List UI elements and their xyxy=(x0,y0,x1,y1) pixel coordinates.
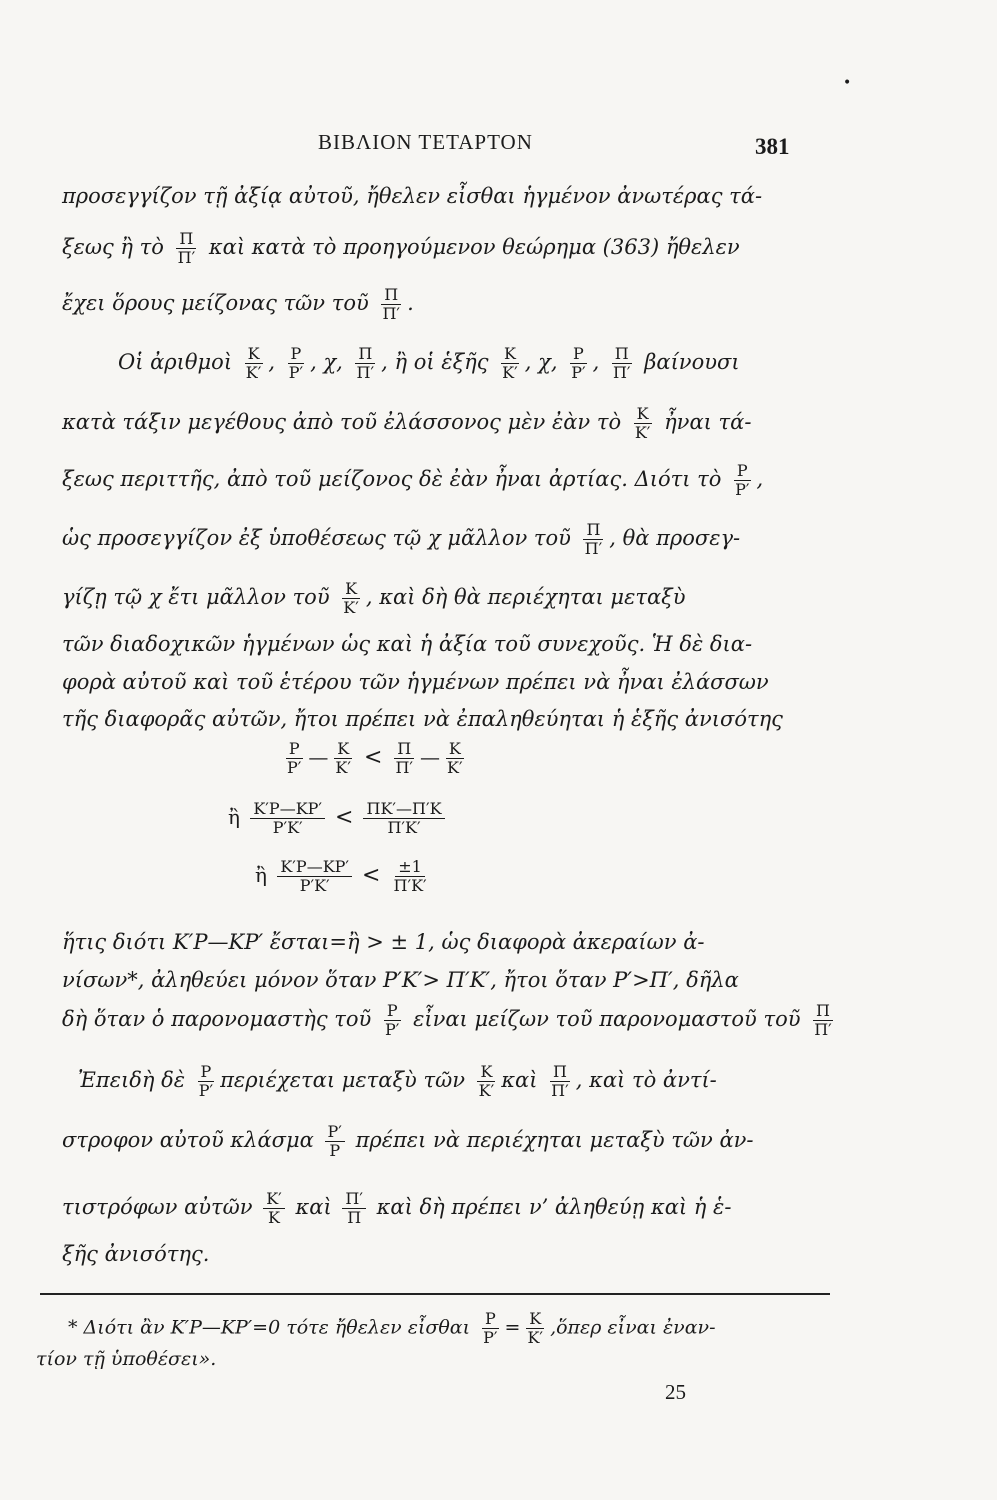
denominator: Ρ′ xyxy=(288,363,304,382)
fraction-p-over-p-prime xyxy=(284,740,304,777)
denominator: Π′ xyxy=(395,758,414,777)
numerator: Κ xyxy=(446,740,464,759)
numerator: Ρ xyxy=(286,740,303,759)
fraction-pi-over-pi-prime xyxy=(392,740,416,777)
text-line-13: νίσων*, ἀληθεύει μόνον ὅταν Ρ′Κ′> Π′Κ′, ἤτοι ὅταν Ρ′>Π′, δῆλα xyxy=(62,968,739,992)
text-line-10: φορὰ αὐτοῦ καὶ τοῦ ἑτέρου τῶν ἡγμένων πρέπει νὰ ἦναι ἐλάσσων xyxy=(62,670,769,694)
fraction-k-over-k-prime xyxy=(524,1310,546,1347)
equals-sign: = xyxy=(504,1316,521,1339)
numerator: ΠΚ′—Π′Κ xyxy=(363,800,444,819)
denominator: Ρ′Κ′ xyxy=(299,876,330,895)
fraction-p-over-p-prime xyxy=(196,1063,216,1100)
numerator: Κ xyxy=(342,580,360,599)
text-line-11: τῆς διαφορᾶς αὐτῶν, ἤτοι πρέπει νὰ ἐπαληθεύηται ἡ ἑξῆς ἀνισότης xyxy=(62,707,783,731)
text-span: εἶναι μείζων τοῦ παρονομαστοῦ τοῦ xyxy=(413,1007,801,1031)
denominator: Κ′ xyxy=(447,758,463,777)
numerator: Π xyxy=(813,1002,833,1021)
numerator: Ρ xyxy=(384,1002,401,1021)
denominator: Ρ′ xyxy=(198,1081,214,1100)
text-span: ,ὅπερ εἶναι ἐναν- xyxy=(550,1316,716,1339)
denominator: Ρ′ xyxy=(287,758,302,777)
denominator: Κ′ xyxy=(478,1081,495,1100)
fraction-k-prime-over-k xyxy=(263,1190,285,1227)
numerator: Π xyxy=(550,1063,570,1082)
numerator: Κ xyxy=(334,740,352,759)
fraction-p-over-p-prime xyxy=(480,1310,500,1347)
text-span: * Διότι ἂν Κ′Ρ—ΚΡ′=0 τότε ἤθελεν εἶσθαι xyxy=(68,1316,471,1339)
minus-sign: — xyxy=(420,745,441,769)
denominator: Π xyxy=(347,1208,362,1227)
text-span: ἔχει ὅρους μείζονας τῶν τοῦ xyxy=(62,291,369,315)
denominator: Π′ xyxy=(612,363,631,382)
numerator: Π xyxy=(612,345,632,364)
denominator: Π′ xyxy=(814,1020,832,1039)
less-than-sign: < xyxy=(362,863,381,888)
text-span: κατὰ τάξιν μεγέθους ἀπὸ τοῦ ἐλάσσονος μὲν ἐὰν τὸ xyxy=(62,410,622,434)
fraction-p-over-p-prime xyxy=(732,462,752,499)
numerator: Κ′ xyxy=(263,1190,285,1209)
denominator: Κ′ xyxy=(502,363,518,382)
fraction-expression xyxy=(277,858,352,895)
text-line-2 xyxy=(62,230,740,267)
text-span: ὡς προσεγγίζον ἐξ ὑποθέσεως τῷ χ μᾶλλον τοῦ xyxy=(62,526,571,550)
fraction-pi-over-pi-prime xyxy=(811,1002,835,1039)
denominator: Κ′ xyxy=(527,1328,544,1347)
fraction-p-over-p-prime xyxy=(382,1002,402,1039)
text-span: καὶ κατὰ τὸ προηγούμενον θεώρημα (363) ἤθελεν xyxy=(208,235,740,259)
denominator: Π′ xyxy=(584,539,603,558)
text-line-7 xyxy=(62,521,740,558)
footnote-divider xyxy=(40,1293,830,1295)
fraction-expression xyxy=(363,800,444,837)
fraction-p-over-p-prime xyxy=(568,345,588,382)
numerator: Ρ′ xyxy=(325,1123,345,1142)
fraction-p-over-p-prime xyxy=(286,345,306,382)
signature-mark: 25 xyxy=(665,1380,686,1404)
inequality-3 xyxy=(255,858,434,895)
text-span: , θὰ προσεγ- xyxy=(609,526,741,550)
denominator: Π′ xyxy=(382,304,401,323)
denominator: Ρ′ xyxy=(385,1020,400,1039)
numerator: Κ xyxy=(526,1310,544,1329)
fraction-k-over-k-prime xyxy=(632,405,654,442)
numerator: Κ xyxy=(477,1063,495,1082)
numerator: Π xyxy=(583,521,603,540)
denominator: Κ′ xyxy=(343,598,359,617)
numerator: Κ xyxy=(501,345,519,364)
fraction-k-over-k-prime xyxy=(332,740,354,777)
text-span: πρέπει νὰ περιέχηται μεταξὺ τῶν ἀν- xyxy=(355,1128,754,1152)
footnote-line-1 xyxy=(68,1310,716,1347)
text-span: , καὶ τὸ ἀντί- xyxy=(575,1068,717,1092)
text-span: καὶ xyxy=(295,1195,332,1219)
numerator: Ρ xyxy=(288,345,305,364)
text-span: , χ, xyxy=(524,350,565,374)
text-span: καὶ xyxy=(501,1068,538,1092)
text-line-15 xyxy=(78,1063,717,1100)
denominator: Π′Κ′ xyxy=(387,818,421,837)
numerator: ±1 xyxy=(395,858,425,877)
numerator: Ρ xyxy=(734,462,751,481)
text-span: Οἱ ἀριθμοὶ xyxy=(118,350,233,374)
numerator: Π xyxy=(355,345,375,364)
numerator: Κ′Ρ—ΚΡ′ xyxy=(277,858,352,877)
running-header: ΒΙΒΛΙΟΝ ΤΕΤΑΡΤΟΝ xyxy=(318,130,533,154)
numerator: Π xyxy=(381,286,401,305)
denominator: Κ′ xyxy=(634,423,651,442)
fraction-k-over-k-prime xyxy=(499,345,521,382)
text-line-4: Οἱ ἀριθμοὶ $\frac{K}{K'}$ , $\frac{P}{P'}$ , χ, $\frac{\Pi}{\Pi'}$ , ἢ οἱ ἑξῆς $\frac{K}{K'}$ , χ, $\frac{P}{P'}$ , $\frac{\Pi}{\Pi'}$ βαίνουσι xyxy=(118,344,740,382)
text-line-16 xyxy=(62,1123,754,1160)
denominator: Π′ xyxy=(177,248,196,267)
fraction-pi-over-pi-prime xyxy=(175,230,199,267)
text-span: γίζῃ τῷ χ ἔτι μᾶλλον τοῦ xyxy=(62,585,330,609)
numerator: Κ′Ρ—ΚΡ′ xyxy=(250,800,325,819)
text-span: , καὶ δὴ θὰ περιέχηται μεταξὺ xyxy=(365,585,686,609)
text-line-12: ἥτις διότι Κ′Ρ—ΚΡ′ ἔσται=ἢ > ± 1, ὡς διαφορὰ ἀκεραίων ἀ- xyxy=(62,930,705,954)
denominator: Ρ′ xyxy=(571,363,586,382)
denominator: Π′ xyxy=(551,1081,569,1100)
fraction-pi-over-pi-prime xyxy=(582,521,606,558)
numerator: Π′ xyxy=(342,1190,366,1209)
text-line-18: ξῆς ἀνισότης. xyxy=(62,1242,210,1266)
text-line-8 xyxy=(62,580,685,617)
denominator: Ρ′ xyxy=(483,1328,498,1347)
stray-mark: • xyxy=(843,75,852,91)
denominator: Ρ xyxy=(329,1141,341,1160)
fraction-pi-over-pi-prime xyxy=(548,1063,572,1100)
text-span: δὴ ὅταν ὁ παρονομαστὴς τοῦ xyxy=(62,1007,372,1031)
text-line-6: ξεως περιττῆς, ἀπὸ τοῦ μείζονος δὲ ἐὰν ἦναι ἀρτίας. Διότι τὸ $\frac{P}{P'}$ , xyxy=(62,461,764,499)
denominator: Κ xyxy=(268,1208,280,1227)
text-line-3: ἔχει ὅρους μείζονας τῶν τοῦ $\frac{\Pi}{\Pi'}$ . xyxy=(62,285,414,323)
text-span: ἦναι τά- xyxy=(664,410,752,434)
numerator: Ρ xyxy=(482,1310,499,1329)
text-span: στροφον αὐτοῦ κλάσμα xyxy=(62,1128,314,1152)
text-line-17 xyxy=(62,1190,731,1227)
numerator: Κ xyxy=(245,345,263,364)
denominator: Π′Κ′ xyxy=(393,876,427,895)
fraction-p-prime-over-p xyxy=(325,1123,345,1160)
text-line-14 xyxy=(62,1002,839,1039)
fraction-pi-over-pi-prime xyxy=(354,345,378,382)
text-span: ξεως ἢ τὸ xyxy=(62,235,164,259)
numerator: Π xyxy=(394,740,414,759)
text-span: Ἐπειδὴ δὲ xyxy=(78,1068,186,1092)
fraction-k-over-k-prime xyxy=(243,345,265,382)
or-word: ἢ xyxy=(228,805,240,829)
text-span: ξεως περιττῆς, ἀπὸ τοῦ μείζονος δὲ ἐὰν ἦναι ἀρτίας. Διότι τὸ xyxy=(62,467,722,491)
less-than-sign: < xyxy=(335,805,354,830)
text-line-5 xyxy=(62,405,751,442)
text-line-1: προσεγγίζον τῇ ἀξίᾳ αὐτοῦ, ἤθελεν εἶσθαι ἡγμένον ἀνωτέρας τά- xyxy=(62,184,763,208)
footnote-line-2: τίον τῇ ὑποθέσει». xyxy=(36,1348,217,1370)
fraction-pi-over-pi-prime xyxy=(379,286,403,323)
text-span: , xyxy=(268,350,282,374)
text-span: , χ, xyxy=(310,350,350,374)
text-line-9: τῶν διαδοχικῶν ἡγμένων ὡς καὶ ἡ ἀξία τοῦ συνεχοῦς. Ἡ δὲ δια- xyxy=(62,632,753,656)
text-span: περιέχεται μεταξὺ τῶν xyxy=(220,1068,465,1092)
text-span: , ἢ οἱ ἑξῆς xyxy=(381,350,489,374)
denominator: Ρ′Κ′ xyxy=(272,818,303,837)
numerator: Ρ xyxy=(198,1063,215,1082)
fraction-expression xyxy=(250,800,325,837)
text-span: καὶ δὴ πρέπει ν’ ἀληθεύῃ καὶ ἡ ἑ- xyxy=(376,1195,732,1219)
fraction-pi-prime-over-pi xyxy=(342,1190,366,1227)
denominator: Κ′ xyxy=(245,363,262,382)
inequality-2 xyxy=(228,800,449,837)
or-word: ἢ xyxy=(255,863,267,887)
less-than-sign: < xyxy=(364,745,383,770)
inequality-1 xyxy=(280,740,470,777)
page-number: 381 xyxy=(755,134,790,159)
fraction-pi-over-pi-prime xyxy=(610,345,634,382)
fraction-k-over-k-prime xyxy=(340,580,362,617)
numerator: Π xyxy=(176,230,196,249)
fraction-k-over-k-prime xyxy=(476,1063,498,1100)
fraction-k-over-k-prime xyxy=(444,740,466,777)
numerator: Ρ xyxy=(570,345,587,364)
fraction-expression xyxy=(390,858,429,895)
text-span: βαίνουσι xyxy=(644,350,740,374)
numerator: Κ xyxy=(634,405,652,424)
denominator: Π′ xyxy=(356,363,375,382)
text-span: τιστρόφων αὐτῶν xyxy=(62,1195,253,1219)
minus-sign: — xyxy=(308,745,329,769)
denominator: Κ′ xyxy=(335,758,351,777)
denominator: Ρ′ xyxy=(735,480,750,499)
